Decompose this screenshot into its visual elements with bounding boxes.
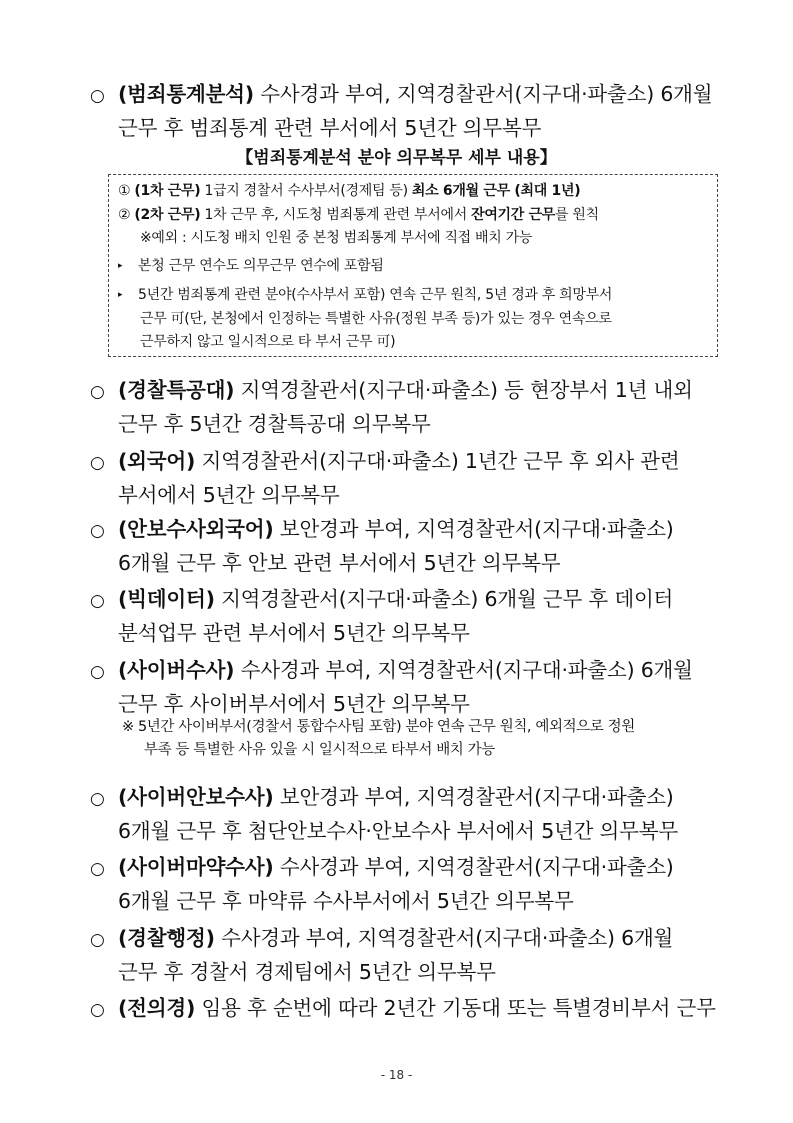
section-police-administration — [90, 922, 720, 988]
item-heading: (사이버안보수사) — [118, 785, 274, 809]
bullet-icon: ○ — [90, 453, 105, 473]
triangle-bullet-icon: ▸ — [118, 290, 123, 300]
item-text: 지역경찰관서(지구대·파출소) 등 현장부서 1년 내외 — [234, 378, 693, 402]
item-first-line — [90, 374, 720, 408]
item-text: 근무 후 경찰서 경제팀에서 5년간 의무복무 — [118, 960, 496, 984]
item-heading: (사이버마약수사) — [118, 855, 274, 879]
detail-box — [108, 174, 718, 357]
bullet-icon: ○ — [90, 1000, 105, 1020]
section-cyber-security — [90, 781, 720, 847]
item-first-line — [90, 513, 720, 547]
item-heading: (전의경) — [118, 996, 196, 1020]
item-first-line — [90, 654, 720, 688]
bullet-icon: ○ — [90, 930, 105, 950]
bullet-icon: ○ — [90, 591, 105, 611]
item-text: 수사경과 부여, 지역경찰관서(지구대·파출소) 6개월 — [214, 926, 674, 950]
item-text: 근무 후 5년간 경찰특공대 의무복무 — [118, 412, 431, 436]
box-bold: 최소 6개월 근무 (최대 1년) — [411, 183, 581, 199]
item-heading: (경찰행정) — [118, 926, 215, 950]
item-text: 6개월 근무 후 첨단안보수사·안보수사 부서에서 5년간 의무복무 — [118, 819, 678, 843]
triangle-bullet-icon: ▸ — [118, 260, 123, 271]
item-text: 수사경과 부여, 지역경찰관서(지구대·파출소) — [273, 855, 674, 879]
item-text: 6개월 근무 후 안보 관련 부서에서 5년간 의무복무 — [118, 551, 561, 575]
box-text: 를 원칙 — [555, 206, 599, 223]
section-foreign-language — [90, 445, 720, 511]
item-text: 분석업무 관련 부서에서 5년간 의무복무 — [118, 621, 470, 645]
item-first-line — [90, 851, 720, 885]
bullet-icon: ○ — [90, 521, 105, 541]
item-text: 보안경과 부여, 지역경찰관서(지구대·파출소) — [273, 785, 674, 809]
section-conscript-police — [90, 992, 720, 1026]
box-text: 1차 근무 후, 시도청 범죄통계 관련 부서에서 — [200, 206, 472, 223]
item-text: 임용 후 순번에 따라 2년간 기동대 또는 특별경비부서 근무 — [195, 996, 716, 1020]
box-bold: (2차 근무) — [134, 206, 201, 223]
item-heading: (사이버수사) — [118, 658, 235, 682]
item-heading: (빅데이터) — [118, 587, 215, 611]
bullet-icon: ○ — [90, 86, 105, 106]
box-text: 본청 근무 연수도 의무근무 연수에 포함됨 — [138, 257, 384, 274]
item-text: 보안경과 부여, 지역경찰관서(지구대·파출소) — [273, 517, 674, 541]
page-number: - 18 - — [380, 1068, 413, 1082]
item-text: 6개월 근무 후 마약류 수사부서에서 5년간 의무복무 — [118, 889, 574, 913]
box-bold: (1차 근무) — [134, 183, 201, 199]
item-text: 지역경찰관서(지구대·파출소) 1년간 근무 후 외사 관련 — [195, 449, 680, 473]
box-bold: 잔여기간 근무 — [471, 206, 556, 223]
item-first-line — [90, 922, 720, 956]
item-text: 수사경과 부여, 지역경찰관서(지구대·파출소) 6개월 — [234, 658, 693, 682]
number-marker: ② — [118, 206, 131, 223]
item-text: 근무 후 사이버부서에서 5년간 의무복무 — [118, 692, 470, 716]
cyber-note: ※ 5년간 사이버부서(경찰서 통합수사팀 포함) 분야 연속 근무 원칙, 예외적으로 정원 — [122, 719, 635, 735]
item-text: 수사경과 부여, 지역경찰관서(지구대·파출소) 6개월 — [253, 82, 713, 106]
section-special-force — [90, 374, 720, 440]
section-cyber-investigation — [90, 654, 720, 720]
item-heading: (범죄통계분석) — [118, 82, 254, 106]
box-text: 근무 可(단, 본청에서 인정하는 특별한 사유(정원 부족 등)가 있는 경우 연속으로 — [140, 310, 612, 327]
item-first-line — [90, 445, 720, 479]
box-text: 5년간 범죄통계 관련 분야(수사부서 포함) 연속 근무 원칙, 5년 경과 후 희망부서 — [138, 287, 613, 303]
section-crime-statistics — [90, 78, 720, 144]
bullet-icon: ○ — [90, 789, 105, 809]
section-big-data — [90, 583, 720, 649]
item-text: 부서에서 5년간 의무복무 — [118, 483, 340, 507]
item-heading: (안보수사외국어) — [118, 517, 274, 541]
item-first-line — [90, 781, 720, 815]
bullet-icon: ○ — [90, 662, 105, 682]
item-first-line — [90, 583, 720, 617]
bullet-icon: ○ — [90, 382, 105, 402]
item-first-line — [90, 992, 720, 1026]
box-text: 근무하지 않고 일시적으로 타 부서 근무 可) — [140, 334, 396, 350]
item-text: 근무 후 범죄통계 관련 부서에서 5년간 의무복무 — [118, 116, 542, 140]
box-title: 【범죄통계분석 분야 의무복무 세부 내용】 — [236, 148, 557, 168]
box-exception: ※예외 : 시도청 배치 인원 중 본청 범죄통계 부서에 직접 배치 가능 — [140, 230, 533, 246]
item-text: 지역경찰관서(지구대·파출소) 6개월 근무 후 데이터 — [214, 587, 674, 611]
box-text: 1급지 경찰서 수사부서(경제팀 등) — [200, 183, 412, 199]
section-cyber-drug — [90, 851, 720, 917]
number-marker: ① — [118, 183, 131, 199]
item-heading: (외국어) — [118, 449, 196, 473]
cyber-note: 부족 등 특별한 사유 있을 시 일시적으로 타부서 배치 가능 — [144, 742, 495, 758]
item-heading: (경찰특공대) — [118, 378, 235, 402]
bullet-icon: ○ — [90, 859, 105, 879]
section-security-foreign-language — [90, 513, 720, 579]
